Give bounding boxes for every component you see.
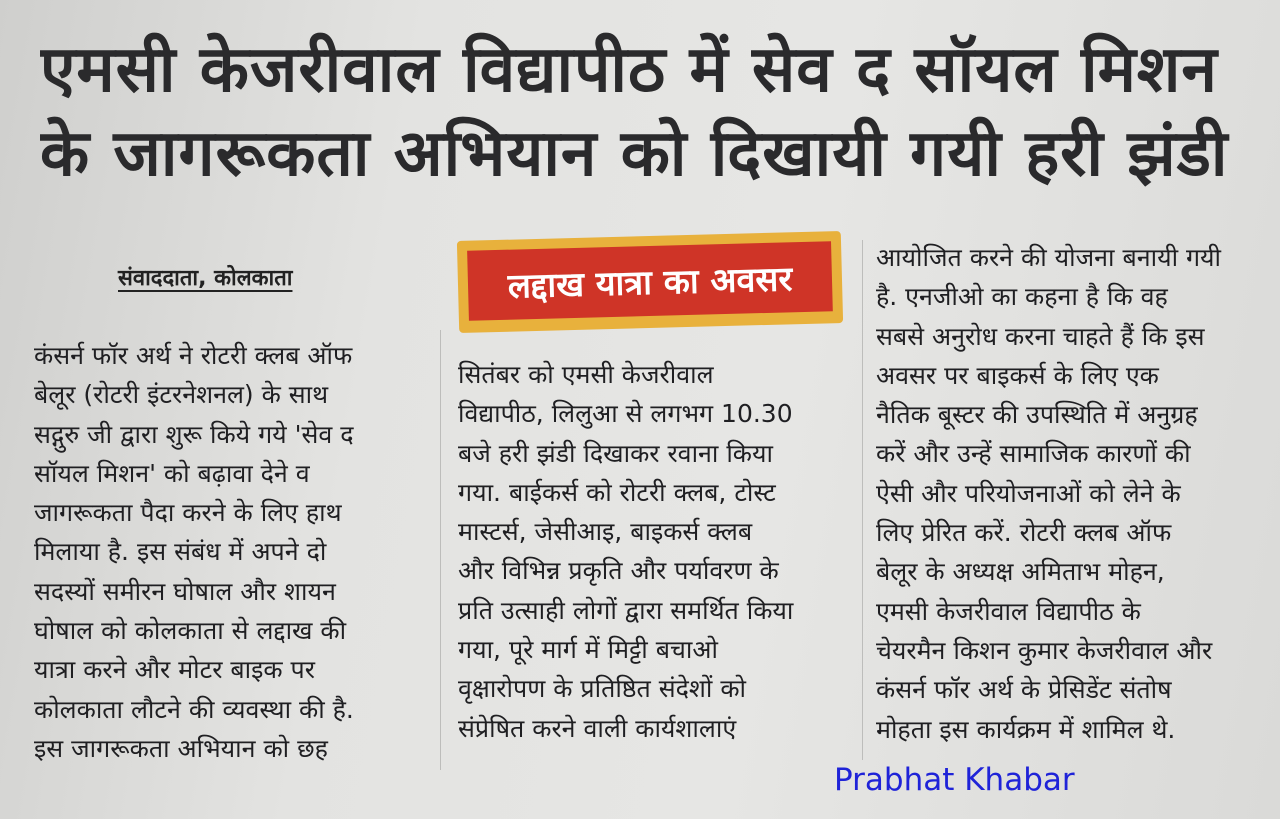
text-line: बजे हरी झंडी दिखाकर रवाना किया bbox=[458, 438, 773, 468]
text-line: सदस्यों समीरन घोषाल और शायन bbox=[34, 576, 336, 606]
text-line: गया, पूरे मार्ग में मिट्टी बचाओ bbox=[458, 635, 718, 665]
text-line: करें और उन्हें सामाजिक कारणों की bbox=[876, 439, 1191, 469]
text-line: ऐसी और परियोजनाओं को लेने के bbox=[876, 478, 1181, 508]
source-watermark: Prabhat Khabar bbox=[834, 762, 1075, 798]
text-line: वृक्षारोपण के प्रतिष्ठित संदेशों को bbox=[458, 674, 746, 704]
text-line: जागरूकता पैदा करने के लिए हाथ bbox=[34, 498, 342, 528]
subheading-badge-frame bbox=[457, 231, 843, 333]
text-line: बेलूर के अध्यक्ष अमिताभ मोहन, bbox=[876, 557, 1165, 587]
text-line: लिए प्रेरित करें. रोटरी क्लब ऑफ bbox=[876, 518, 1172, 548]
byline: संवाददाता, कोलकाता bbox=[118, 266, 293, 291]
text-line: चेयरमैन किशन कुमार केजरीवाल और bbox=[876, 635, 1213, 665]
text-line: है. एनजीओ का कहना है कि वह bbox=[876, 282, 1168, 312]
text-line: सद्गुरु जी द्वारा शुरू किये गये 'सेव द bbox=[34, 419, 354, 449]
text-line: सॉयल मिशन' को बढ़ावा देने व bbox=[34, 458, 310, 488]
text-line: सितंबर को एमसी केजरीवाल bbox=[458, 360, 714, 389]
text-line: नैतिक बूस्टर की उपस्थिति में अनुग्रह bbox=[876, 400, 1198, 430]
headline-line-2: के जागरूकता अभियान को दिखायी गयी हरी झंडी bbox=[40, 117, 1229, 191]
text-line: बेलूर (रोटरी इंटरनेशनल) के साथ bbox=[34, 380, 329, 410]
text-line: गया. बाईकर्स को रोटरी क्लब, टोस्ट bbox=[458, 477, 776, 507]
subheading-badge: लद्दाख यात्रा का अवसर bbox=[467, 241, 833, 321]
text-line: कोलकाता लौटने की व्यवस्था की है. bbox=[34, 694, 354, 724]
text-line: कंसर्न फॉर अर्थ के प्रेसिडेंट संतोष bbox=[876, 675, 1172, 705]
column-divider bbox=[440, 330, 441, 770]
column-divider bbox=[862, 240, 863, 760]
text-line: सबसे अनुरोध करना चाहते हैं कि इस bbox=[876, 321, 1205, 351]
text-line: आयोजित करने की योजना बनायी गयी bbox=[876, 243, 1222, 272]
text-line: और विभिन्न प्रकृति और पर्यावरण के bbox=[458, 556, 779, 586]
headline-line-1: एमसी केजरीवाल विद्यापीठ में सेव द सॉयल मिशन bbox=[40, 33, 1218, 107]
headline bbox=[40, 28, 1260, 196]
text-line: इस जागरूकता अभियान को छह bbox=[34, 733, 328, 763]
text-line: घोषाल को कोलकाता से लद्दाख की bbox=[34, 616, 347, 646]
text-line: अवसर पर बाइकर्स के लिए एक bbox=[876, 360, 1159, 390]
article-column-3 bbox=[876, 238, 1274, 749]
article-column-2 bbox=[458, 355, 854, 748]
text-line: यात्रा करने और मोटर बाइक पर bbox=[34, 655, 315, 685]
text-line: संप्रेषित करने वाली कार्यशालाएं bbox=[458, 713, 737, 743]
text-line: कंसर्न फॉर अर्थ ने रोटरी क्लब ऑफ bbox=[34, 341, 353, 370]
article-column-1 bbox=[34, 336, 426, 768]
text-line: एमसी केजरीवाल विद्यापीठ के bbox=[876, 596, 1141, 626]
text-line: मास्टर्स, जेसीआइ, बाइकर्स क्लब bbox=[458, 517, 753, 547]
text-line: मोहता इस कार्यक्रम में शामिल थे. bbox=[876, 714, 1176, 744]
text-line: प्रति उत्साही लोगों द्वारा समर्थित किया bbox=[458, 595, 794, 625]
text-line: विद्यापीठ, लिलुआ से लगभग 10.30 bbox=[458, 399, 793, 429]
text-line: मिलाया है. इस संबंध में अपने दो bbox=[34, 537, 327, 567]
